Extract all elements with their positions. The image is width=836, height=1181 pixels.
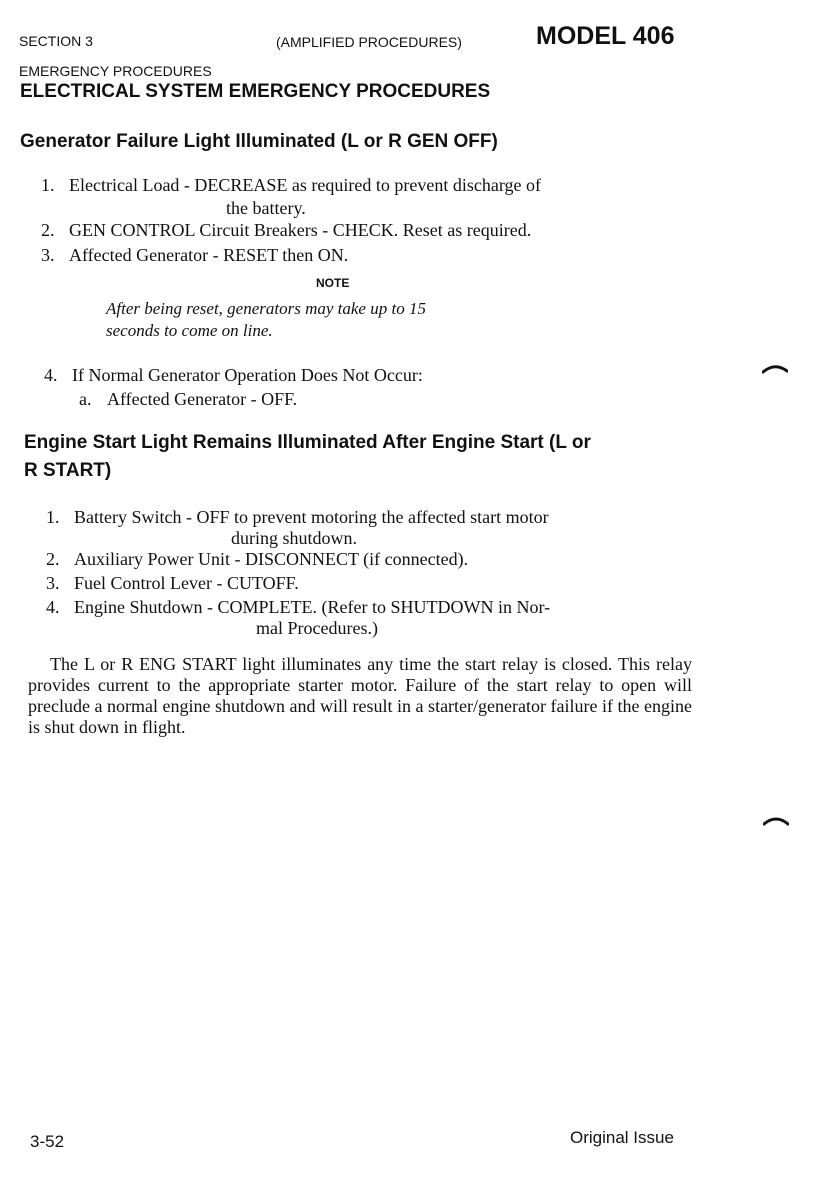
page-title: ELECTRICAL SYSTEM EMERGENCY PROCEDURES (20, 81, 491, 102)
gen-failure-heading: Generator Failure Light Illuminated (L or R GEN OFF) (20, 131, 498, 152)
step-text: Electrical Load - DECREASE as required to prevent discharge of (69, 175, 542, 195)
note-body (106, 298, 606, 342)
note-line: After being reset, generators may take up to 15 (106, 299, 426, 318)
heading-line: Engine Start Light Remains Illuminated After Engine Start (L or (24, 432, 591, 453)
step-text: Fuel Control Lever - CUTOFF. (74, 573, 299, 593)
step-text: GEN CONTROL Circuit Breakers - CHECK. Reset as required. (69, 220, 532, 240)
substep-letter: a. (79, 389, 92, 409)
note-line: seconds to come on line. (106, 321, 273, 340)
step-text: If Normal Generator Operation Does Not Occur: (72, 365, 423, 385)
issue-label: Original Issue (570, 1128, 674, 1147)
model-label: MODEL 406 (536, 22, 675, 50)
step-number: 4. (46, 597, 60, 617)
engine-step-1-continuation: during shutdown. (231, 528, 357, 548)
step-text: Engine Shutdown - COMPLETE. (Refer to SHUTDOWN in Nor- (74, 597, 551, 617)
step-number: 2. (41, 220, 55, 240)
engine-step-4-continuation: mal Procedures.) (256, 618, 378, 638)
section-number: SECTION 3 (19, 33, 93, 49)
revision-mark-icon (762, 364, 788, 374)
note-label: NOTE (316, 276, 350, 290)
heading-line: R START) (24, 460, 112, 481)
section-name: EMERGENCY PROCEDURES (19, 63, 212, 79)
step-text: Affected Generator - RESET then ON. (69, 245, 349, 265)
step-text: Auxiliary Power Unit - DISCONNECT (if connected). (74, 549, 469, 569)
page-number: 3-52 (30, 1132, 65, 1151)
engine-start-heading (24, 429, 704, 485)
step-number: 4. (44, 365, 58, 385)
step-number: 3. (41, 245, 55, 265)
step-number: 1. (46, 507, 60, 527)
step-number: 3. (46, 573, 60, 593)
step-number: 2. (46, 549, 60, 569)
step-text: Battery Switch - OFF to prevent motoring the affected start motor (74, 507, 549, 527)
step-text: Affected Generator - OFF. (107, 389, 298, 409)
gen-step-1-continuation: the battery. (226, 198, 306, 218)
engine-start-explanation: The L or R ENG START light illuminates any time the start relay is closed. This relay provides current to the appropriate starter motor. Failure of the start relay to open will preclude a normal engine shutdown and will result in a starter/generator failure if the engine is shut down in flight. (28, 654, 692, 737)
step-number: 1. (41, 175, 55, 195)
amplified-procedures-label: (AMPLIFIED PROCEDURES) (276, 34, 462, 50)
revision-mark-icon (763, 816, 789, 826)
